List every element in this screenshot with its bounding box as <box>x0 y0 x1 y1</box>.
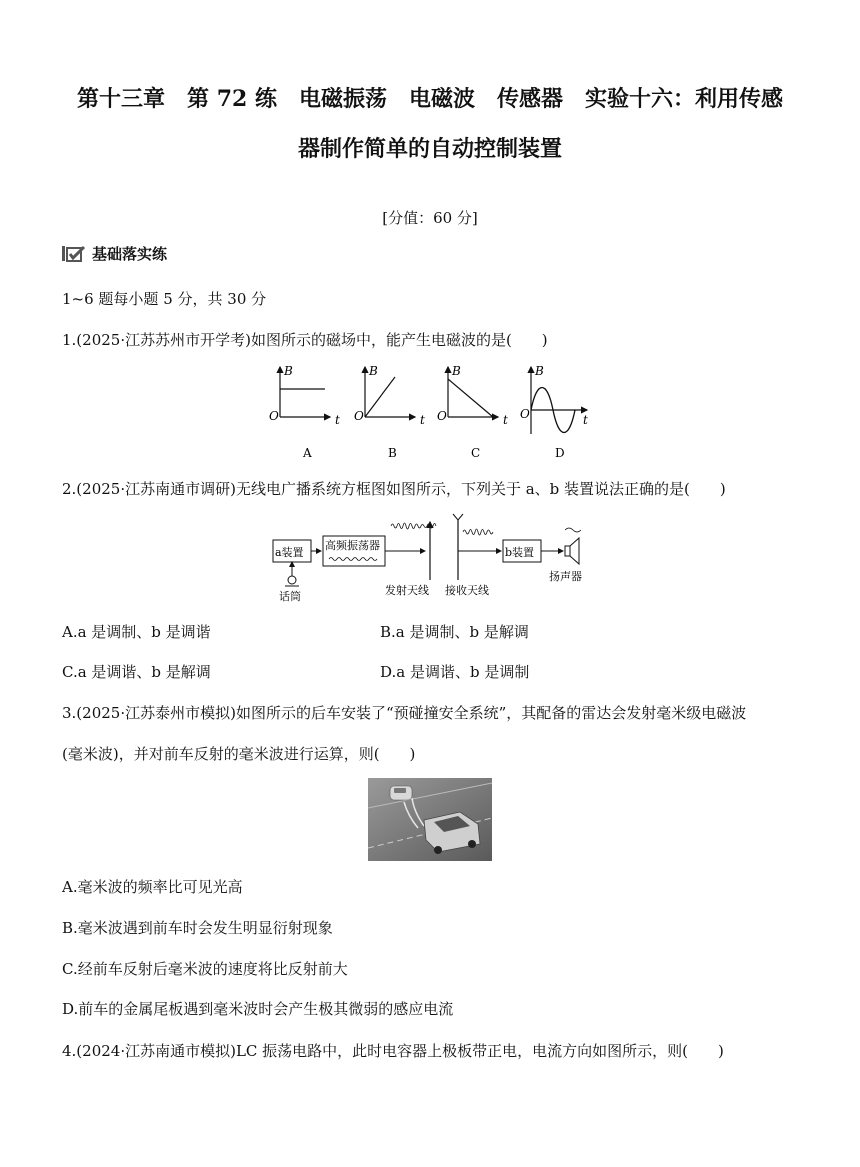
section-title: 基础落实练 <box>92 245 168 263</box>
q1-stem: 1.(2025·江苏苏州市开学考)如图所示的磁场中，能产生电磁波的是( ) <box>62 331 548 349</box>
q2-stem: 2.(2025·江苏南通市调研)无线电广播系统方框图如图所示，下列关于 a、b 装置说法正确的是( ) <box>62 480 726 498</box>
q1-b-axis-y: B <box>369 364 378 378</box>
title-line-1: 第十三章 第 72 练 电磁振荡 电磁波 传感器 实验十六：利用传感 <box>77 86 783 112</box>
q1-a-origin: O <box>269 409 279 423</box>
q3-stem-line-1: 3.(2025·江苏泰州市模拟)如图所示的后车安装了“预碰撞安全系统”，其配备的雷达会发射毫米级电磁波 <box>62 704 747 722</box>
q3-car-photo <box>368 778 492 861</box>
checklist-icon <box>62 245 86 263</box>
q3-stem-line-2: (毫米波)，并对前车反射的毫米波进行运算，则( ) <box>62 745 416 763</box>
title-line-2: 器制作简单的自动控制装置 <box>297 136 562 162</box>
q1-c-axis-x: t <box>503 413 508 427</box>
speaker-icon <box>565 538 579 564</box>
q1-figure <box>255 362 605 462</box>
q1-d-axis-x: t <box>583 413 588 427</box>
rx-antenna-label: 接收天线 <box>445 584 489 597</box>
q1-graph-b <box>354 364 425 460</box>
q1-c-origin: O <box>437 409 447 423</box>
q1-graph-d <box>520 364 588 460</box>
q2-figure <box>265 510 595 605</box>
mic-icon <box>288 576 296 584</box>
q1-c-axis-y: B <box>452 364 461 378</box>
q1-graph-c <box>437 364 508 460</box>
q2-option-c: C.a 是调谐、b 是解调 <box>62 663 211 681</box>
q3-option-c: C.经前车反射后毫米波的速度将比反射前大 <box>62 960 348 978</box>
q3-option-d: D.前车的金属尾板遇到毫米波时会产生极其微弱的感应电流 <box>62 1000 454 1018</box>
b-device-label: b装置 <box>505 546 535 559</box>
tx-antenna-label: 发射天线 <box>385 584 429 597</box>
speaker-label: 扬声器 <box>549 570 582 583</box>
q1-d-label: D <box>555 446 565 460</box>
q4-stem: 4.(2024·江苏南通市模拟)LC 振荡电路中，此时电容器上极板带正电，电流方向如图所示，则( ) <box>62 1042 724 1060</box>
q1-d-axis-y: B <box>535 364 544 378</box>
q2-option-b: B.a 是调制、b 是解调 <box>380 623 529 641</box>
q1-a-axis-x: t <box>335 413 340 427</box>
front-car-icon <box>390 786 412 800</box>
q1-a-axis-y: B <box>284 364 293 378</box>
score-value: [分值：60 分] <box>382 209 478 227</box>
q1-graph-a <box>269 364 340 460</box>
intro-text: 1~6 题每小题 5 分，共 30 分 <box>62 290 267 308</box>
q1-b-origin: O <box>354 409 364 423</box>
q2-option-d: D.a 是调谐、b 是调制 <box>380 663 530 681</box>
section-header <box>62 243 167 264</box>
q3-option-a: A.毫米波的频率比可见光高 <box>62 878 243 896</box>
q1-c-label: C <box>471 446 481 460</box>
q1-b-axis-x: t <box>420 413 425 427</box>
a-device-label: a装置 <box>275 546 304 559</box>
q3-option-b: B.毫米波遇到前车时会发生明显衍射现象 <box>62 919 333 937</box>
mic-label: 话筒 <box>279 590 301 603</box>
oscillator-label: 高频振荡器 <box>325 539 380 552</box>
q1-b-label: B <box>388 446 397 460</box>
q1-a-label: A <box>303 446 312 460</box>
q2-option-a: A.a 是调制、b 是调谐 <box>62 623 211 641</box>
q1-d-origin: O <box>520 407 530 421</box>
